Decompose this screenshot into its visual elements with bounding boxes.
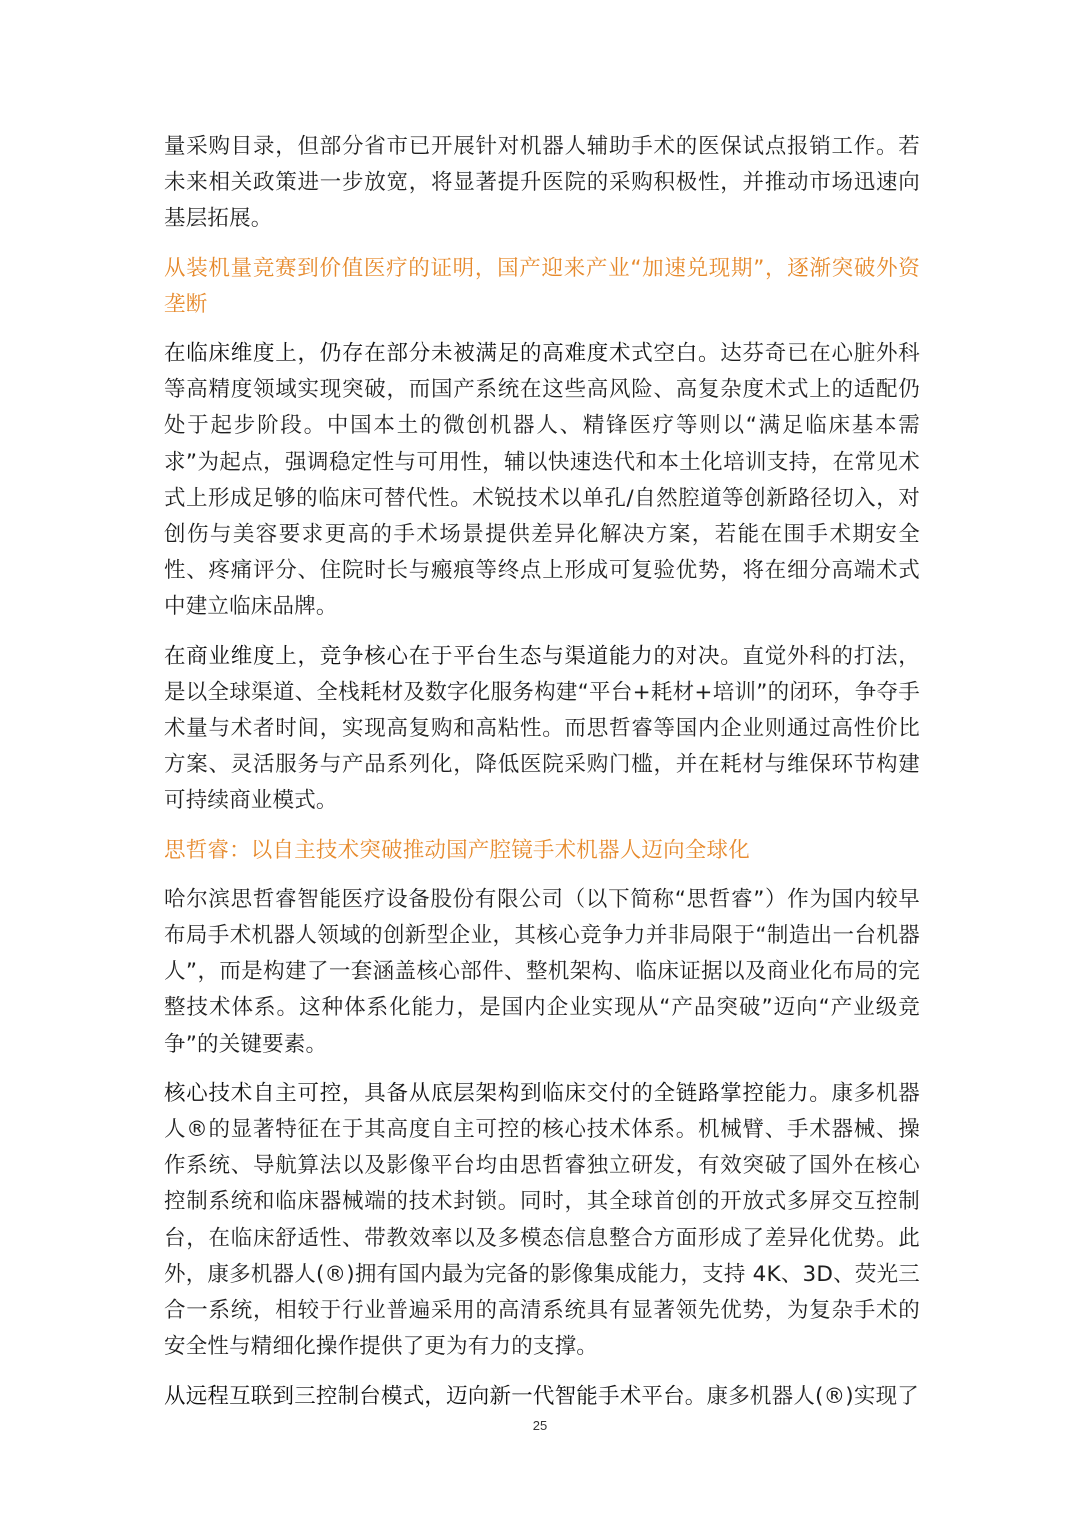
paragraph-lead: 在商业维度上，竞争核心在于平台生态与渠道能力的对决。	[164, 643, 743, 669]
paragraph	[164, 336, 920, 626]
paragraph	[164, 1379, 920, 1415]
paragraph-text: 量采购目录，但部分省市已开展针对机器人辅助手术的医保试点报销工作。若未来相关政策进一步放宽，将显著提升医院的采购积极性，并推动市场迅速向基层拓展。	[164, 134, 920, 232]
paragraph-lead: 核心技术自主可控，具备从底层架构到临床交付的全链路掌控能力。	[164, 1080, 832, 1106]
paragraph	[164, 639, 920, 820]
heading-text: 从装机量竞赛到价值医疗的证明，国产迎来产业“加速兑现期”，逐渐突破外资垄断	[164, 255, 920, 317]
paragraph	[164, 882, 920, 1063]
section-heading	[164, 833, 920, 869]
document-body	[164, 129, 920, 1428]
paragraph	[164, 1076, 920, 1366]
paragraph-lead: 从远程互联到三控制台模式，迈向新一代智能手术平台。	[164, 1383, 707, 1409]
paragraph	[164, 129, 920, 238]
paragraph-text: 直觉外科的打法，是以全球渠道、全栈耗材及数字化服务构建“平台+耗材+培训”的闭环，争夺手术量与术者时间，实现高复购和高粘性。而思哲睿等国内企业则通过高性价比方案、灵活服务与产品系列化，降低医院采购门槛，并在耗材与维保环节构建可持续商业模式。	[164, 643, 921, 814]
paragraph-text: 康多机器人®的显著特征在于其高度自主可控的核心技术体系。机械臂、手术器械、操作系统、导航算法以及影像平台均由思哲睿独立研发，有效突破了国外在核心控制系统和临床器械端的技术封锁。同时，其全球首创的开放式多屏交互控制台，在临床舒适性、带教效率以及多模态信息整合方面形成了差异化优势。此外，康多机器人(®)拥有国内最为完备的影像集成能力，支持 4K、3D、荧光三合一系统，相较于行业普遍采用的高清系统具有显著领先优势，为复杂手术的安全性与精细化操作提供了更为有力的支撑。	[164, 1080, 920, 1360]
paragraph-text: 康多机器人(®)实现了	[706, 1383, 919, 1409]
paragraph-text: 达芬奇已在心脏外科等高精度领域实现突破，而国产系统在这些高风险、高复杂度术式上的适配仍处于起步阶段。中国本土的微创机器人、精锋医疗等则以“满足临床基本需求”为起点，强调稳定性与可用性，辅以快速迭代和本土化培训支持，在常见术式上形成足够的临床可替代性。术锐技术以单孔/自然腔道等创新路径切入，对创伤与美容要求更高的手术场景提供差异化解决方案，若能在围手术期安全性、疼痛评分、住院时长与瘢痕等终点上形成可复验优势，将在细分高端术式中建立临床品牌。	[164, 341, 920, 620]
paragraph-lead: 在临床维度上，仍存在部分未被满足的高难度术式空白。	[164, 341, 721, 367]
page-number: 25	[532, 1418, 548, 1433]
heading-text: 思哲睿：以自主技术突破推动国产腔镜手术机器人迈向全球化	[164, 837, 750, 863]
paragraph-text: 哈尔滨思哲睿智能医疗设备股份有限公司（以下简称“思哲睿”）作为国内较早布局手术机器人领域的创新型企业，其核心竞争力并非局限于“制造出一台机器人”，而是构建了一套涵盖核心部件、整机架构、临床证据以及商业化布局的完整技术体系。这种体系化能力，是国内企业实现从“产品突破”迈向“产业级竞争”的关键要素。	[164, 886, 920, 1057]
section-heading	[164, 251, 920, 323]
